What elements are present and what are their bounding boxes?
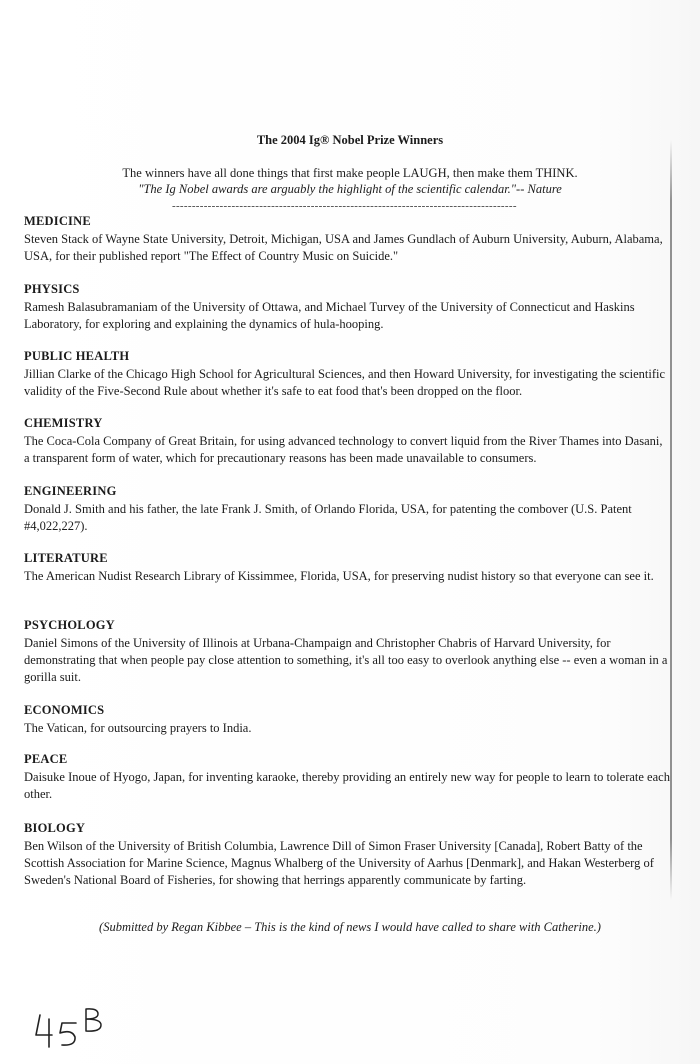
section-heading: PUBLIC HEALTH [24, 349, 130, 363]
section-heading: LITERATURE [24, 551, 108, 565]
section-chemistry [24, 416, 670, 467]
section-heading: ENGINEERING [24, 484, 117, 498]
section-text: Ramesh Balasubramaniam of the University of Ottawa, and Michael Turvey of the University of Connecticut and Haskins Laboratory, for exploring and explaining the dynamics of hula-hooping. [24, 300, 635, 331]
section-text: Daisuke Inoue of Hyogo, Japan, for inventing karaoke, thereby providing an entirely new way for people to learn to tolerate each other. [24, 770, 670, 801]
intro-quote: "The Ig Nobel awards are arguably the highlight of the scientific calendar."-- Nature [138, 182, 562, 196]
page-edge-shadow [670, 140, 672, 900]
section-economics [24, 703, 670, 737]
section-heading: PHYSICS [24, 282, 80, 296]
dashed-divider: --------------------------------------------------------------------------------------- [172, 200, 517, 212]
section-text: The Vatican, for outsourcing prayers to India. [24, 721, 252, 735]
section-psychology [24, 618, 670, 686]
section-heading: ECONOMICS [24, 703, 105, 717]
section-text: Ben Wilson of the University of British Columbia, Lawrence Dill of Simon Fraser University [Canada], Robert Batty of the Scottish Association for Marine Science, Magnus Whalberg of the University of Aarhus [Denmark], and Hakan Westerberg of Sweden's National Board of Fisheries, for showing that herrings apparently communicate by farting. [24, 839, 654, 887]
section-peace [24, 752, 670, 803]
section-heading: PSYCHOLOGY [24, 618, 115, 632]
section-physics [24, 282, 670, 333]
section-public-health [24, 349, 670, 400]
section-text: Jillian Clarke of the Chicago High School for Agricultural Sciences, and then Howard University, for investigating the scientific validity of the Five-Second Rule about whether it's safe to eat food that's been dropped on the floor. [24, 367, 666, 398]
section-heading: CHEMISTRY [24, 416, 103, 430]
intro-block [40, 165, 660, 197]
section-literature [24, 551, 670, 585]
section-text: Steven Stack of Wayne State University, Detroit, Michigan, USA and James Gundlach of Auburn University, Auburn, Alabama, USA, for their published report "The Effect of Country Music on Suicide." [24, 232, 663, 263]
section-text: Donald J. Smith and his father, the late Frank J. Smith, of Orlando Florida, USA, for patenting the combover (U.S. Patent #4,022,227). [24, 502, 632, 533]
section-engineering [24, 484, 670, 535]
submission-note: (Submitted by Regan Kibbee – This is the kind of news I would have called to share with Catherine.) [99, 920, 601, 934]
section-medicine [24, 214, 670, 265]
section-heading: PEACE [24, 752, 68, 766]
document-title: The 2004 Ig® Nobel Prize Winners [256, 133, 444, 147]
section-text: The Coca-Cola Company of Great Britain, for using advanced technology to convert liquid from the River Thames into Dasani, a transparent form of water, which for precautionary reasons has been made unavailable to consumers. [24, 434, 663, 465]
section-biology [24, 821, 670, 889]
section-heading: MEDICINE [24, 214, 91, 228]
handwritten-page-number [32, 1005, 122, 1050]
section-heading: BIOLOGY [24, 821, 86, 835]
section-text: The American Nudist Research Library of Kissimmee, Florida, USA, for preserving nudist history so that everyone can see it. [24, 569, 654, 583]
section-text: Daniel Simons of the University of Illinois at Urbana-Champaign and Christopher Chabris of Harvard University, for demonstrating that when people pay close attention to something, it's all too easy to overlook anything else -- even a woman in a gorilla suit. [24, 636, 668, 684]
intro-line: The winners have all done things that first make people LAUGH, then make them THINK. [122, 166, 578, 180]
